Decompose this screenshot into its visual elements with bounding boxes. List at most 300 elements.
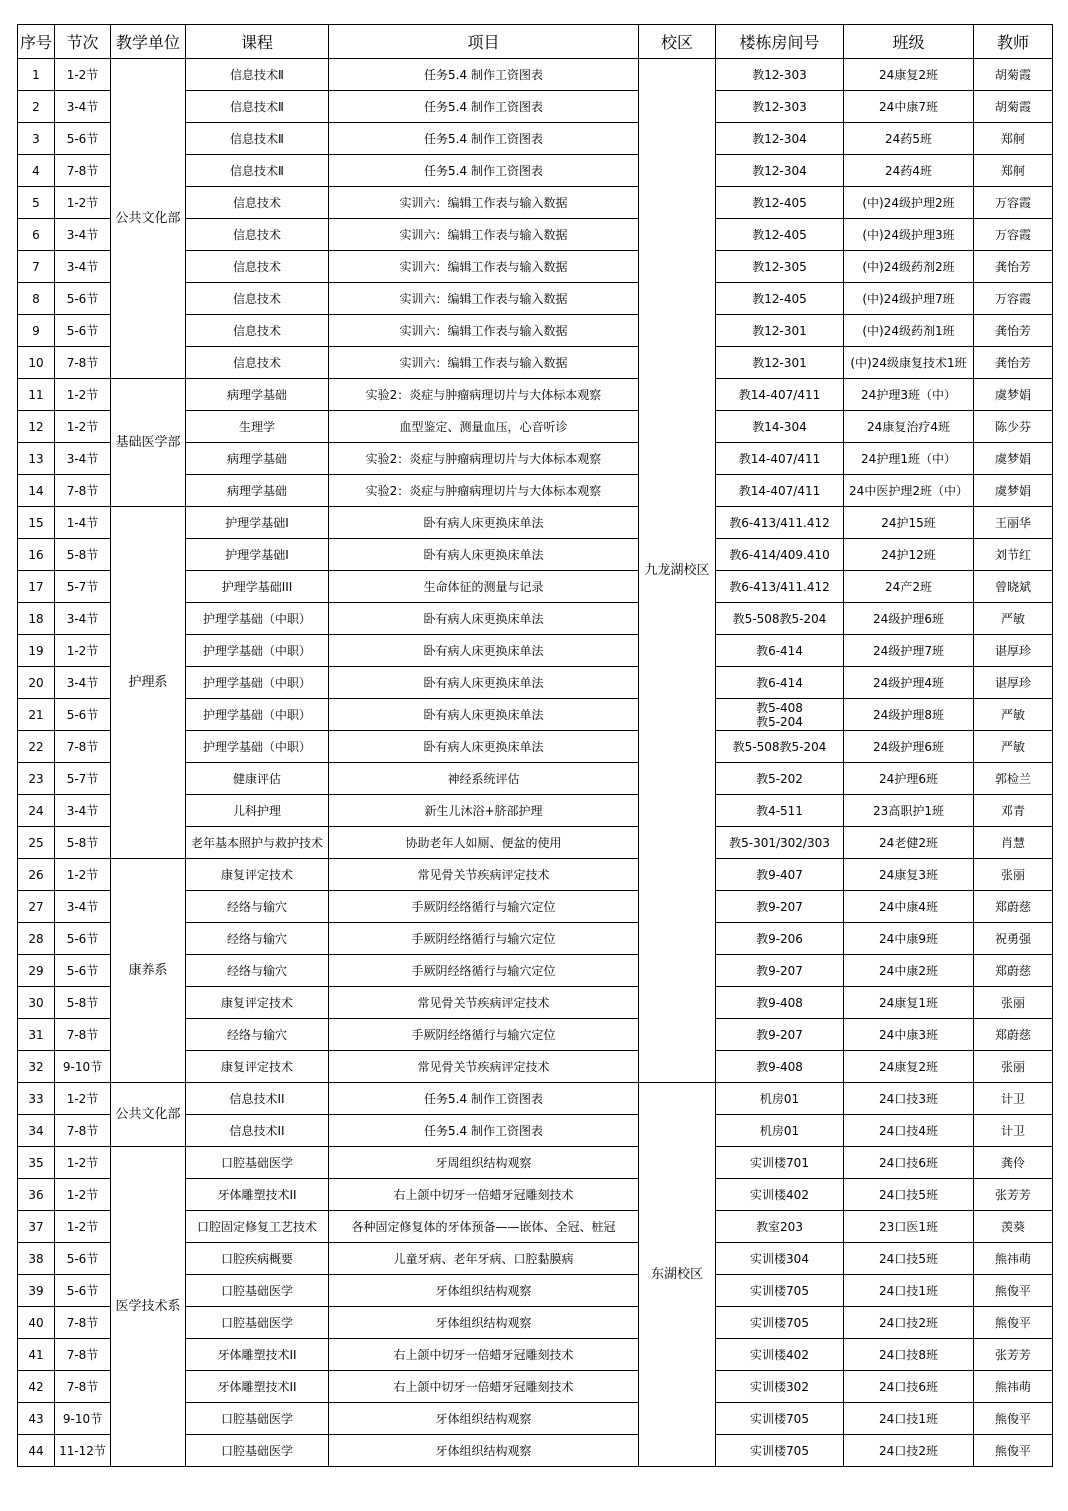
cell-no: 28 [18,923,55,955]
cell-no: 38 [18,1243,55,1275]
header-teacher: 教师 [974,25,1053,59]
cell-room: 教9-207 [716,955,844,987]
cell-project: 卧有病人床更换床单法 [329,507,639,539]
cell-period: 5-6节 [55,955,111,987]
table-row [18,507,1053,539]
cell-class: 24口技6班 [844,1147,974,1179]
cell-class: 24护理1班（中） [844,443,974,475]
cell-class: 24口技2班 [844,1307,974,1339]
cell-room: 教12-405 [716,187,844,219]
cell-room: 教9-408 [716,987,844,1019]
cell-teacher: 熊俊平 [974,1435,1053,1467]
cell-no: 17 [18,571,55,603]
cell-room: 教6-414 [716,635,844,667]
cell-room: 教12-301 [716,315,844,347]
cell-room: 教14-407/411 [716,379,844,411]
cell-course: 口腔基础医学 [186,1403,329,1435]
table-row [18,859,1053,891]
cell-teacher: 严敏 [974,699,1053,731]
cell-project: 各种固定修复体的牙体预备——嵌体、全冠、桩冠 [329,1211,639,1243]
cell-class: 24中康2班 [844,955,974,987]
cell-room: 教6-413/411.412 [716,571,844,603]
header-no: 序号 [18,25,55,59]
cell-no: 33 [18,1083,55,1115]
cell-no: 5 [18,187,55,219]
cell-project: 卧有病人床更换床单法 [329,539,639,571]
cell-no: 26 [18,859,55,891]
cell-project: 新生儿沐浴+脐部护理 [329,795,639,827]
cell-room: 教12-305 [716,251,844,283]
cell-no: 2 [18,91,55,123]
cell-period: 7-8节 [55,347,111,379]
cell-no: 32 [18,1051,55,1083]
cell-project: 卧有病人床更换床单法 [329,603,639,635]
cell-period: 9-10节 [55,1403,111,1435]
cell-room: 机房01 [716,1115,844,1147]
table-row [18,379,1053,411]
cell-project: 牙体组织结构观察 [329,1275,639,1307]
cell-project: 实验2：炎症与肿瘤病理切片与大体标本观察 [329,475,639,507]
cell-project: 神经系统评估 [329,763,639,795]
cell-teacher: 计卫 [974,1115,1053,1147]
cell-teacher: 祝勇强 [974,923,1053,955]
cell-course: 生理学 [186,411,329,443]
cell-project: 卧有病人床更换床单法 [329,667,639,699]
cell-no: 19 [18,635,55,667]
cell-room: 实训楼705 [716,1435,844,1467]
cell-teacher: 曾晓斌 [974,571,1053,603]
cell-period: 5-6节 [55,123,111,155]
cell-teacher: 熊祎萌 [974,1243,1053,1275]
cell-teacher: 郑蔚慈 [974,955,1053,987]
cell-class: (中)24级护理3班 [844,219,974,251]
cell-no: 39 [18,1275,55,1307]
cell-course: 康复评定技术 [186,1051,329,1083]
cell-period: 5-6节 [55,1243,111,1275]
cell-course: 病理学基础 [186,379,329,411]
cell-room: 教12-303 [716,91,844,123]
cell-project: 实训六：编辑工作表与输入数据 [329,187,639,219]
cell-class: (中)24级护理2班 [844,187,974,219]
cell-unit: 基础医学部 [111,379,186,507]
cell-course: 护理学基础（中职） [186,667,329,699]
cell-period: 7-8节 [55,475,111,507]
cell-course: 护理学基础（中职） [186,699,329,731]
cell-room: 教6-413/411.412 [716,507,844,539]
header-campus: 校区 [639,25,716,59]
table-row [18,59,1053,91]
cell-no: 1 [18,59,55,91]
cell-no: 14 [18,475,55,507]
cell-project: 任务5.4 制作工资图表 [329,155,639,187]
cell-class: 24中康9班 [844,923,974,955]
cell-project: 牙体组织结构观察 [329,1307,639,1339]
cell-period: 7-8节 [55,1371,111,1403]
cell-teacher: 郑蔚慈 [974,891,1053,923]
cell-room: 教14-407/411 [716,475,844,507]
cell-room: 教6-414 [716,667,844,699]
cell-room: 教14-407/411 [716,443,844,475]
cell-class: 24护理6班 [844,763,974,795]
cell-course: 经络与输穴 [186,923,329,955]
cell-course: 信息技术II [186,1115,329,1147]
cell-period: 5-8节 [55,539,111,571]
cell-no: 37 [18,1211,55,1243]
cell-project: 实训六：编辑工作表与输入数据 [329,315,639,347]
cell-project: 任务5.4 制作工资图表 [329,1115,639,1147]
cell-class: 24级护理8班 [844,699,974,731]
cell-class: 24口技1班 [844,1403,974,1435]
cell-class: 24口技1班 [844,1275,974,1307]
cell-course: 健康评估 [186,763,329,795]
cell-no: 12 [18,411,55,443]
cell-course: 信息技术 [186,315,329,347]
cell-teacher: 龚怡芳 [974,315,1053,347]
cell-period: 7-8节 [55,155,111,187]
cell-course: 老年基本照护与救护技术 [186,827,329,859]
cell-no: 9 [18,315,55,347]
cell-room: 实训楼705 [716,1307,844,1339]
cell-no: 8 [18,283,55,315]
cell-room: 实训楼402 [716,1339,844,1371]
cell-no: 22 [18,731,55,763]
cell-class: 24康复3班 [844,859,974,891]
cell-course: 信息技术 [186,219,329,251]
cell-room: 教9-207 [716,1019,844,1051]
cell-period: 1-2节 [55,379,111,411]
cell-teacher: 张芳芳 [974,1339,1053,1371]
cell-teacher: 刘节红 [974,539,1053,571]
cell-project: 儿童牙病、老年牙病、口腔黏膜病 [329,1243,639,1275]
cell-room: 实训楼402 [716,1179,844,1211]
cell-period: 3-4节 [55,667,111,699]
cell-teacher: 胡菊霞 [974,59,1053,91]
cell-campus: 九龙湖校区 [639,59,716,1083]
cell-course: 信息技术II [186,1083,329,1115]
cell-period: 5-6节 [55,923,111,955]
cell-room: 教5-408 教5-204 [716,699,844,731]
cell-campus: 东湖校区 [639,1083,716,1467]
cell-no: 15 [18,507,55,539]
cell-project: 任务5.4 制作工资图表 [329,1083,639,1115]
cell-period: 5-6节 [55,283,111,315]
cell-project: 牙周组织结构观察 [329,1147,639,1179]
header-class: 班级 [844,25,974,59]
cell-no: 30 [18,987,55,1019]
cell-course: 信息技术 [186,251,329,283]
cell-class: 24级护理7班 [844,635,974,667]
cell-no: 25 [18,827,55,859]
cell-course: 病理学基础 [186,475,329,507]
cell-teacher: 熊祎萌 [974,1371,1053,1403]
cell-class: 24中康3班 [844,1019,974,1051]
cell-period: 1-2节 [55,1083,111,1115]
cell-teacher: 郑蔚慈 [974,1019,1053,1051]
cell-project: 卧有病人床更换床单法 [329,731,639,763]
cell-unit: 医学技术系 [111,1147,186,1467]
cell-course: 经络与输穴 [186,955,329,987]
cell-teacher: 龚伶 [974,1147,1053,1179]
cell-class: 24级护理6班 [844,603,974,635]
cell-no: 43 [18,1403,55,1435]
cell-period: 3-4节 [55,91,111,123]
cell-class: 24口技3班 [844,1083,974,1115]
cell-period: 7-8节 [55,1019,111,1051]
cell-period: 3-4节 [55,251,111,283]
cell-room: 实训楼302 [716,1371,844,1403]
cell-period: 7-8节 [55,1307,111,1339]
cell-room: 实训楼701 [716,1147,844,1179]
cell-class: 24康复2班 [844,59,974,91]
cell-room: 教5-508教5-204 [716,603,844,635]
cell-project: 右上颌中切牙一倍蜡牙冠雕刻技术 [329,1339,639,1371]
cell-project: 牙体组织结构观察 [329,1435,639,1467]
cell-period: 3-4节 [55,795,111,827]
cell-course: 经络与输穴 [186,1019,329,1051]
cell-teacher: 虞梦娟 [974,379,1053,411]
cell-teacher: 熊俊平 [974,1307,1053,1339]
table-row [18,1083,1053,1115]
cell-project: 任务5.4 制作工资图表 [329,59,639,91]
cell-room: 教5-202 [716,763,844,795]
cell-course: 信息技术 [186,347,329,379]
cell-no: 40 [18,1307,55,1339]
cell-teacher: 郭检兰 [974,763,1053,795]
cell-teacher: 肖慧 [974,827,1053,859]
cell-project: 卧有病人床更换床单法 [329,699,639,731]
cell-teacher: 谌厚珍 [974,667,1053,699]
cell-class: 24中康4班 [844,891,974,923]
cell-course: 口腔基础医学 [186,1275,329,1307]
cell-course: 信息技术Ⅱ [186,91,329,123]
cell-class: (中)24级康复技术1班 [844,347,974,379]
header-row [18,25,1053,59]
cell-room: 教12-304 [716,155,844,187]
cell-room: 实训楼705 [716,1275,844,1307]
cell-period: 7-8节 [55,1115,111,1147]
cell-period: 7-8节 [55,1339,111,1371]
cell-project: 右上颌中切牙一倍蜡牙冠雕刻技术 [329,1179,639,1211]
cell-course: 护理学基础I [186,507,329,539]
cell-project: 实验2：炎症与肿瘤病理切片与大体标本观察 [329,443,639,475]
table-row [18,1147,1053,1179]
cell-no: 34 [18,1115,55,1147]
cell-room: 教12-304 [716,123,844,155]
cell-teacher: 张丽 [974,1051,1053,1083]
cell-course: 护理学基础I [186,539,329,571]
cell-project: 生命体征的测量与记录 [329,571,639,603]
cell-unit: 护理系 [111,507,186,859]
cell-class: 24药4班 [844,155,974,187]
schedule-table [17,24,1053,1467]
cell-class: 23口医1班 [844,1211,974,1243]
cell-project: 手厥阴经络循行与输穴定位 [329,1019,639,1051]
cell-course: 护理学基础（中职） [186,603,329,635]
cell-teacher: 张丽 [974,859,1053,891]
cell-room: 教室203 [716,1211,844,1243]
cell-project: 任务5.4 制作工资图表 [329,123,639,155]
table-body [18,59,1053,1467]
cell-class: (中)24级药剂2班 [844,251,974,283]
cell-no: 23 [18,763,55,795]
cell-room: 教4-511 [716,795,844,827]
cell-course: 口腔固定修复工艺技术 [186,1211,329,1243]
cell-project: 手厥阴经络循行与输穴定位 [329,923,639,955]
cell-class: 24口技6班 [844,1371,974,1403]
cell-course: 信息技术 [186,283,329,315]
header-room: 楼栋房间号 [716,25,844,59]
cell-teacher: 张丽 [974,987,1053,1019]
cell-no: 35 [18,1147,55,1179]
cell-class: 24康复1班 [844,987,974,1019]
cell-class: 24产2班 [844,571,974,603]
cell-course: 牙体雕塑技术II [186,1339,329,1371]
cell-teacher: 万容霞 [974,283,1053,315]
cell-class: 24口技2班 [844,1435,974,1467]
cell-project: 常见骨关节疾病评定技术 [329,859,639,891]
cell-course: 信息技术Ⅱ [186,59,329,91]
cell-class: 24护理3班（中） [844,379,974,411]
cell-course: 信息技术Ⅱ [186,123,329,155]
cell-unit: 公共文化部 [111,59,186,379]
cell-room: 实训楼304 [716,1243,844,1275]
cell-period: 1-4节 [55,507,111,539]
cell-period: 1-2节 [55,859,111,891]
cell-room: 教12-405 [716,219,844,251]
cell-project: 血型鉴定、测量血压，心音听诊 [329,411,639,443]
cell-unit: 公共文化部 [111,1083,186,1147]
cell-room: 教12-301 [716,347,844,379]
cell-room: 教9-407 [716,859,844,891]
cell-period: 3-4节 [55,891,111,923]
cell-no: 44 [18,1435,55,1467]
cell-teacher: 龚怡芳 [974,251,1053,283]
cell-project: 实训六：编辑工作表与输入数据 [329,283,639,315]
cell-course: 口腔疾病概要 [186,1243,329,1275]
cell-period: 9-10节 [55,1051,111,1083]
cell-no: 11 [18,379,55,411]
cell-course: 护理学基础（中职） [186,731,329,763]
cell-period: 1-2节 [55,411,111,443]
cell-unit: 康养系 [111,859,186,1083]
cell-no: 21 [18,699,55,731]
cell-teacher: 郑舸 [974,123,1053,155]
cell-project: 常见骨关节疾病评定技术 [329,1051,639,1083]
cell-project: 协助老年人如厕、便盆的使用 [329,827,639,859]
cell-period: 3-4节 [55,219,111,251]
cell-period: 1-2节 [55,635,111,667]
cell-period: 7-8节 [55,731,111,763]
cell-course: 牙体雕塑技术II [186,1179,329,1211]
cell-project: 实训六：编辑工作表与输入数据 [329,219,639,251]
cell-project: 右上颌中切牙一倍蜡牙冠雕刻技术 [329,1371,639,1403]
cell-no: 4 [18,155,55,187]
cell-project: 手厥阴经络循行与输穴定位 [329,955,639,987]
cell-room: 教9-206 [716,923,844,955]
cell-class: 24口技8班 [844,1339,974,1371]
cell-teacher: 虞梦娟 [974,475,1053,507]
cell-class: 24康复2班 [844,1051,974,1083]
cell-period: 1-2节 [55,187,111,219]
cell-no: 24 [18,795,55,827]
cell-class: 24护15班 [844,507,974,539]
cell-no: 36 [18,1179,55,1211]
cell-room: 教9-408 [716,1051,844,1083]
cell-class: (中)24级药剂1班 [844,315,974,347]
cell-class: 24药5班 [844,123,974,155]
cell-teacher: 张芳芳 [974,1179,1053,1211]
cell-room: 教5-301/302/303 [716,827,844,859]
cell-period: 11-12节 [55,1435,111,1467]
cell-class: 23高职护1班 [844,795,974,827]
cell-no: 41 [18,1339,55,1371]
cell-room: 教9-207 [716,891,844,923]
header-course: 课程 [186,25,329,59]
cell-class: 24级护理6班 [844,731,974,763]
cell-room: 机房01 [716,1083,844,1115]
cell-period: 5-7节 [55,763,111,795]
cell-class: 24老健2班 [844,827,974,859]
cell-no: 6 [18,219,55,251]
cell-project: 牙体组织结构观察 [329,1403,639,1435]
cell-course: 儿科护理 [186,795,329,827]
cell-teacher: 虞梦娟 [974,443,1053,475]
cell-no: 13 [18,443,55,475]
cell-project: 实训六：编辑工作表与输入数据 [329,347,639,379]
cell-no: 16 [18,539,55,571]
cell-class: 24级护理4班 [844,667,974,699]
cell-period: 5-6节 [55,315,111,347]
cell-class: 24护12班 [844,539,974,571]
header-unit: 教学单位 [111,25,186,59]
cell-teacher: 羡葵 [974,1211,1053,1243]
cell-class: 24中康7班 [844,91,974,123]
cell-no: 18 [18,603,55,635]
cell-teacher: 计卫 [974,1083,1053,1115]
cell-no: 3 [18,123,55,155]
cell-no: 42 [18,1371,55,1403]
cell-course: 信息技术Ⅱ [186,155,329,187]
cell-project: 卧有病人床更换床单法 [329,635,639,667]
cell-teacher: 熊俊平 [974,1403,1053,1435]
cell-course: 康复评定技术 [186,987,329,1019]
cell-period: 1-2节 [55,59,111,91]
cell-period: 5-6节 [55,1275,111,1307]
cell-period: 1-2节 [55,1179,111,1211]
cell-no: 20 [18,667,55,699]
cell-room: 教14-304 [716,411,844,443]
cell-no: 7 [18,251,55,283]
cell-period: 3-4节 [55,603,111,635]
cell-teacher: 胡菊霞 [974,91,1053,123]
cell-project: 常见骨关节疾病评定技术 [329,987,639,1019]
cell-teacher: 严敏 [974,731,1053,763]
cell-room: 教12-303 [716,59,844,91]
cell-class: 24口技5班 [844,1179,974,1211]
cell-course: 信息技术 [186,187,329,219]
cell-course: 口腔基础医学 [186,1147,329,1179]
cell-teacher: 郑舸 [974,155,1053,187]
cell-room: 教12-405 [716,283,844,315]
cell-project: 手厥阴经络循行与输穴定位 [329,891,639,923]
cell-teacher: 万容霞 [974,219,1053,251]
cell-project: 任务5.4 制作工资图表 [329,91,639,123]
header-period: 节次 [55,25,111,59]
cell-class: 24中医护理2班（中） [844,475,974,507]
cell-period: 5-6节 [55,699,111,731]
cell-project: 实验2：炎症与肿瘤病理切片与大体标本观察 [329,379,639,411]
cell-class: 24口技4班 [844,1115,974,1147]
